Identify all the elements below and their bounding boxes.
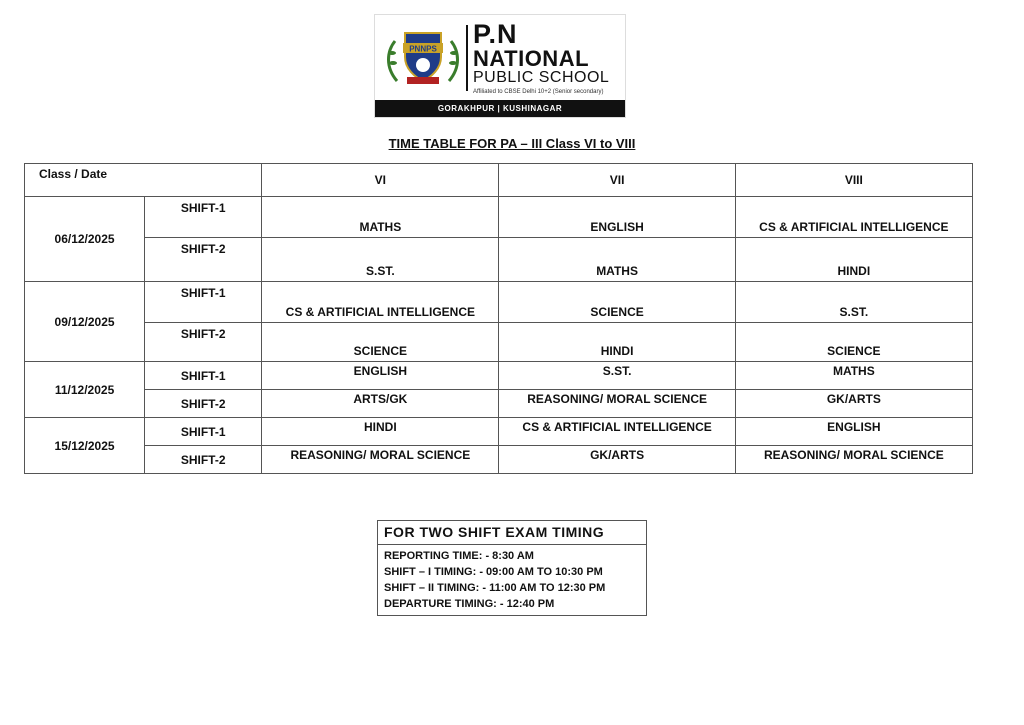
- logo-line-2: NATIONAL: [473, 46, 590, 71]
- subject-cell: MATHS: [262, 197, 499, 238]
- date-cell: 15/12/2025: [25, 418, 145, 474]
- school-crest-icon: [383, 23, 463, 89]
- subject-cell: HINDI: [499, 323, 735, 362]
- timetable-header-row: [25, 164, 973, 197]
- subject-cell: CS & ARTIFICIAL INTELLIGENCE: [735, 197, 972, 238]
- exam-timing-box: [377, 520, 647, 616]
- table-row: [25, 238, 973, 282]
- table-row: [25, 197, 973, 238]
- date-cell: 09/12/2025: [25, 282, 145, 362]
- shift-cell: SHIFT-1: [145, 362, 262, 390]
- shift-cell: SHIFT-2: [145, 238, 262, 282]
- timing-row-shift-1: SHIFT – I TIMING: - 09:00 AM TO 10:30 PM: [384, 566, 603, 578]
- shift-cell: SHIFT-2: [145, 446, 262, 474]
- logo-line-1: P.N: [473, 19, 518, 49]
- subject-cell: ARTS/GK: [262, 390, 499, 418]
- subject-cell: SCIENCE: [735, 323, 972, 362]
- subject-cell: GK/ARTS: [735, 390, 972, 418]
- subject-cell: SCIENCE: [262, 323, 499, 362]
- timetable: [24, 163, 973, 474]
- logo-divider: [466, 25, 468, 91]
- date-cell: 11/12/2025: [25, 362, 145, 418]
- class-header-vii: VII: [499, 164, 735, 197]
- subject-cell: ENGLISH: [499, 197, 735, 238]
- timing-row-shift-2: SHIFT – II TIMING: - 11:00 AM TO 12:30 PM: [384, 582, 606, 594]
- subject-cell: S.ST.: [499, 362, 735, 390]
- subject-cell: ENGLISH: [262, 362, 499, 390]
- school-logo: [374, 14, 626, 118]
- shift-cell: SHIFT-1: [145, 282, 262, 323]
- subject-cell: ENGLISH: [735, 418, 972, 446]
- timing-heading: FOR TWO SHIFT EXAM TIMING: [378, 521, 646, 545]
- subject-cell: REASONING/ MORAL SCIENCE: [262, 446, 499, 474]
- subject-cell: REASONING/ MORAL SCIENCE: [735, 446, 972, 474]
- subject-cell: MATHS: [499, 238, 735, 282]
- table-row: [25, 390, 973, 418]
- page-title: TIME TABLE FOR PA – III Class VI to VIII: [388, 136, 636, 151]
- shift-cell: SHIFT-1: [145, 197, 262, 238]
- logo-location-strip: GORAKHPUR | KUSHINAGAR: [375, 100, 625, 117]
- shift-cell: SHIFT-2: [145, 323, 262, 362]
- subject-cell: MATHS: [735, 362, 972, 390]
- svg-text:PNNPS: PNNPS: [409, 44, 437, 54]
- subject-cell: SCIENCE: [499, 282, 735, 323]
- corner-header: Class / Date: [25, 164, 262, 197]
- logo-line-3: PUBLIC SCHOOL: [473, 69, 610, 86]
- subject-cell: REASONING/ MORAL SCIENCE: [499, 390, 735, 418]
- subject-cell: S.ST.: [262, 238, 499, 282]
- subject-cell: CS & ARTIFICIAL INTELLIGENCE: [499, 418, 735, 446]
- timing-row-reporting: REPORTING TIME: - 8:30 AM: [384, 550, 534, 562]
- subject-cell: HINDI: [735, 238, 972, 282]
- logo-affiliation: Affiliated to CBSE Delhi 10+2 (Senior secondary): [473, 89, 604, 95]
- subject-cell: CS & ARTIFICIAL INTELLIGENCE: [262, 282, 499, 323]
- table-row: [25, 362, 973, 390]
- table-row: [25, 446, 973, 474]
- table-row: [25, 418, 973, 446]
- subject-cell: GK/ARTS: [499, 446, 735, 474]
- shift-cell: SHIFT-2: [145, 390, 262, 418]
- subject-cell: S.ST.: [735, 282, 972, 323]
- shift-cell: SHIFT-1: [145, 418, 262, 446]
- table-row: [25, 282, 973, 323]
- subject-cell: HINDI: [262, 418, 499, 446]
- class-header-vi: VI: [262, 164, 499, 197]
- timing-row-departure: DEPARTURE TIMING: - 12:40 PM: [384, 598, 555, 610]
- date-cell: 06/12/2025: [25, 197, 145, 282]
- table-row: [25, 323, 973, 362]
- class-header-viii: VIII: [735, 164, 972, 197]
